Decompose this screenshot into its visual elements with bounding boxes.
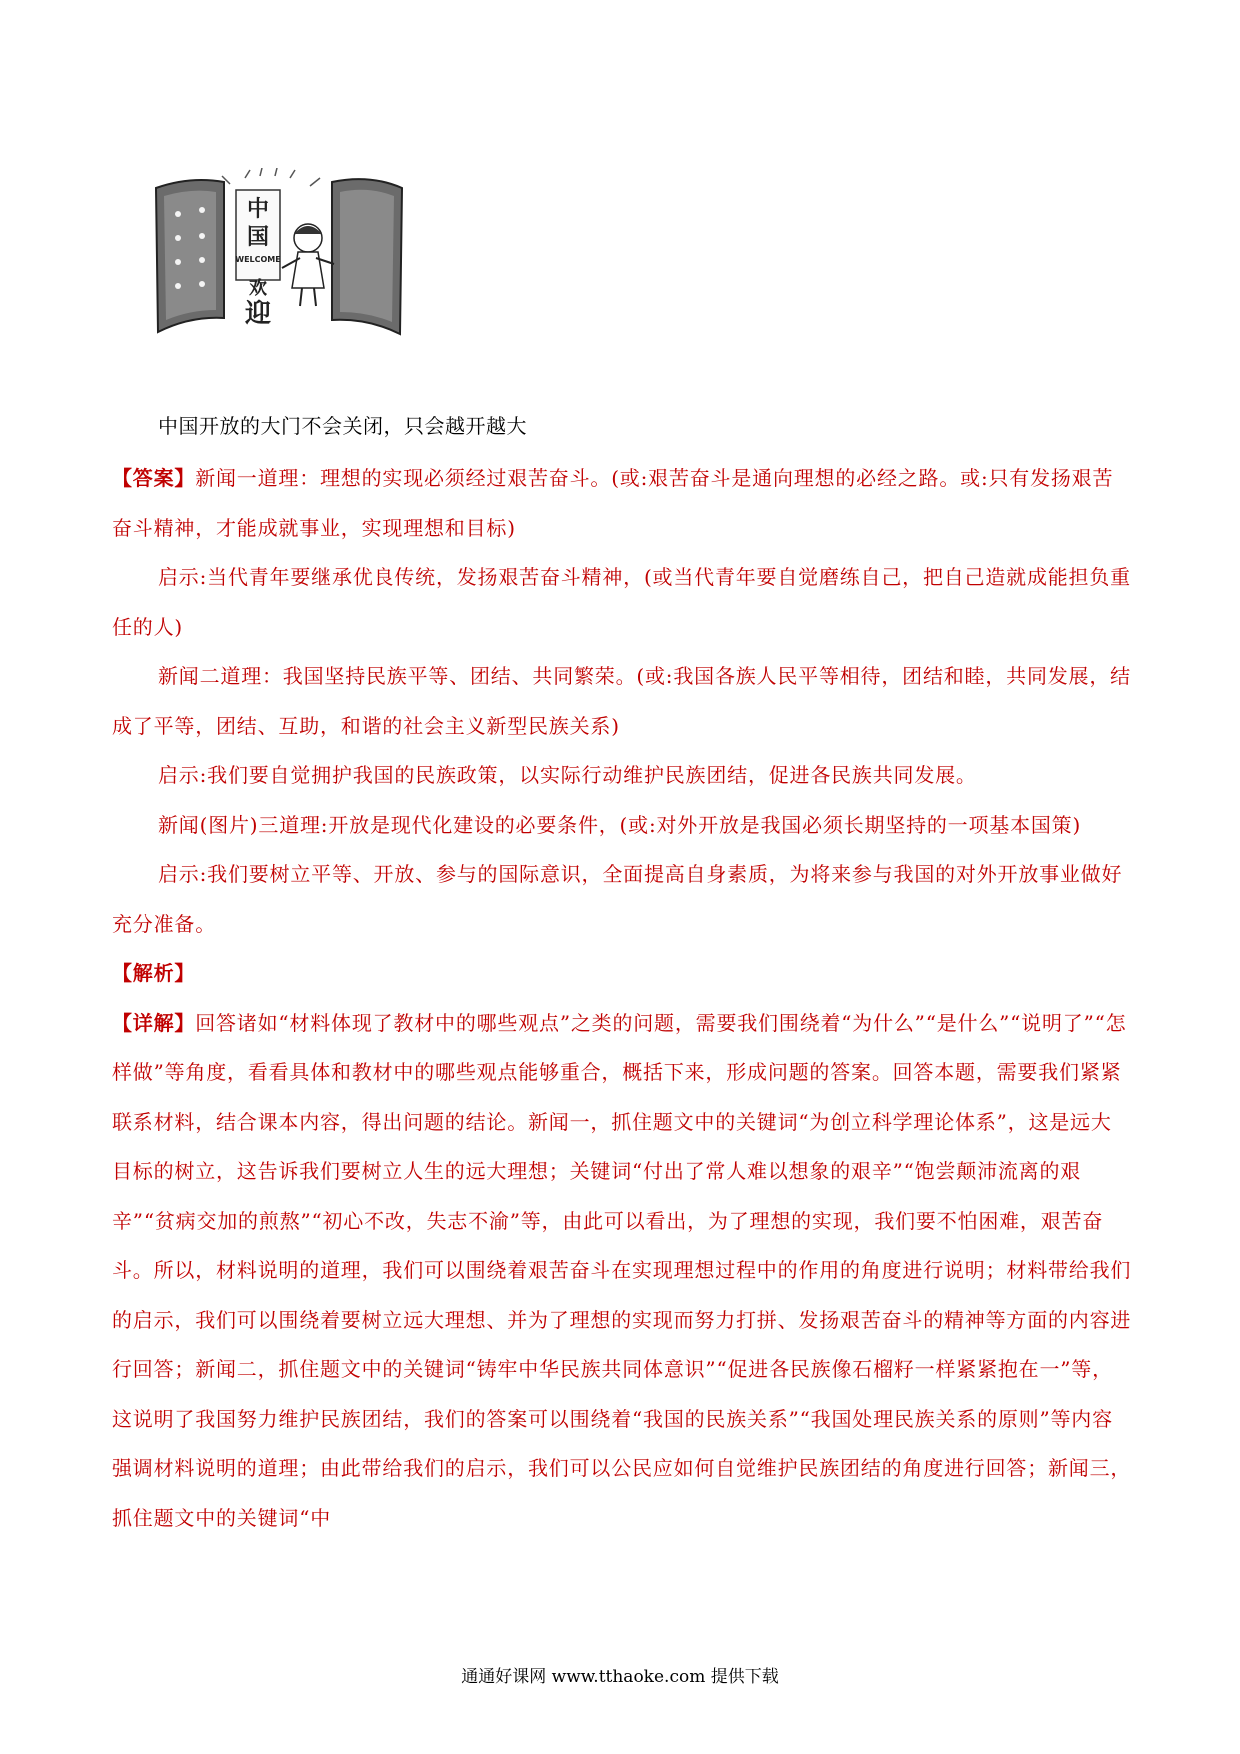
answer-news3-insight: 启示:我们要树立平等、开放、参与的国际意识，全面提高自身素质，为将来参与我国的对外开放事业做好充分准备。 (112, 862, 1123, 936)
sign-char-1: 中 (246, 197, 270, 222)
bottom-char-2: 迎 (244, 299, 272, 329)
detail-label: 【详解】 (112, 1010, 196, 1035)
answer-news3-reason: 新闻(图片)三道理:开放是现代化建设的必要条件，(或:对外开放是我国必须长期坚持的一项基本国策) (158, 812, 1082, 837)
bottom-char-1: 欢 (249, 278, 267, 299)
answer-section (112, 454, 1132, 1543)
detail-paragraph: 【详解】回答诸如“材料体现了教材中的哪些观点”之类的问题，需要我们围绕着“为什么”“是什么”“说明了”“怎样做”等角度，看看具体和教材中的哪些观点能够重合，概括下来，形成问题的答案。回答本题，需要我们紧紧联系材料，结合课本内容，得出问题的结论。新闻一，抓住题文中的关键词“为创立科学理论体系”，这是远大目标的树立，这告诉我们要树立人生的远大理想；关键词“付出了常人难以想象的艰辛”“饱尝颠沛流离的艰辛”“贫病交加的煎熬”“初心不改，失志不渝”等，由此可以看出，为了理想的实现，我们要不怕困难，艰苦奋斗。所以，材料说明的道理，我们可以围绕着艰苦奋斗在实现理想过程中的作用的角度进行说明；材料带给我们的启示，我们可以围绕着要树立远大理想、并为了理想的实现而努力打拼、发扬艰苦奋斗的精神等方面的内容进行回答；新闻二，抓住题文中的关键词“铸牢中华民族共同体意识”“促进各民族像石榴籽一样紧紧抱在一”等，这说明了我国努力维护民族团结，我们的答案可以围绕着“我国的民族关系”“我国处理民族关系的原则”等内容强调材料说明的道理；由此带给我们的启示，我们可以公民应如何自觉维护民族团结的角度进行回答；新闻三，抓住题文中的关键词“中 (112, 1010, 1132, 1530)
image-caption: 中国开放的大门不会关闭，只会越开越大 (158, 414, 527, 438)
answer-news1-insight: 启示:当代青年要继承优良传统，发扬艰苦奋斗精神，(或当代青年要自觉磨练自己，把自己造就成能担负重任的人) (112, 565, 1131, 639)
answer-news2-reason: 新闻二道理：我国坚持民族平等、团结、共同繁荣。(或:我国各族人民平等相待，团结和睦，共同发展，结成了平等，团结、互助，和谐的社会主义新型民族关系) (112, 664, 1131, 738)
welcome-text: WELCOME (235, 255, 281, 264)
page-footer: 通通好课网 www.tthaoke.com 提供下载 (461, 1667, 779, 1687)
child-figure (282, 224, 334, 306)
answer-news2-insight: 启示:我们要自觉拥护我国的民族政策，以实际行动维护民族团结，促进各民族共同发展。 (158, 763, 977, 787)
china-open-door-illustration (150, 168, 408, 344)
sign-char-2: 国 (246, 225, 270, 250)
answer-label: 【答案】 (112, 466, 196, 490)
analysis-heading: 【解析】 (112, 961, 196, 985)
answer-news1-reason: 【答案】新闻一道理：理想的实现必须经过艰苦奋斗。(或:艰苦奋斗是通向理想的必经之路。或:只有发扬艰苦奋斗精神，才能成就事业，实现理想和目标) (112, 466, 1114, 540)
